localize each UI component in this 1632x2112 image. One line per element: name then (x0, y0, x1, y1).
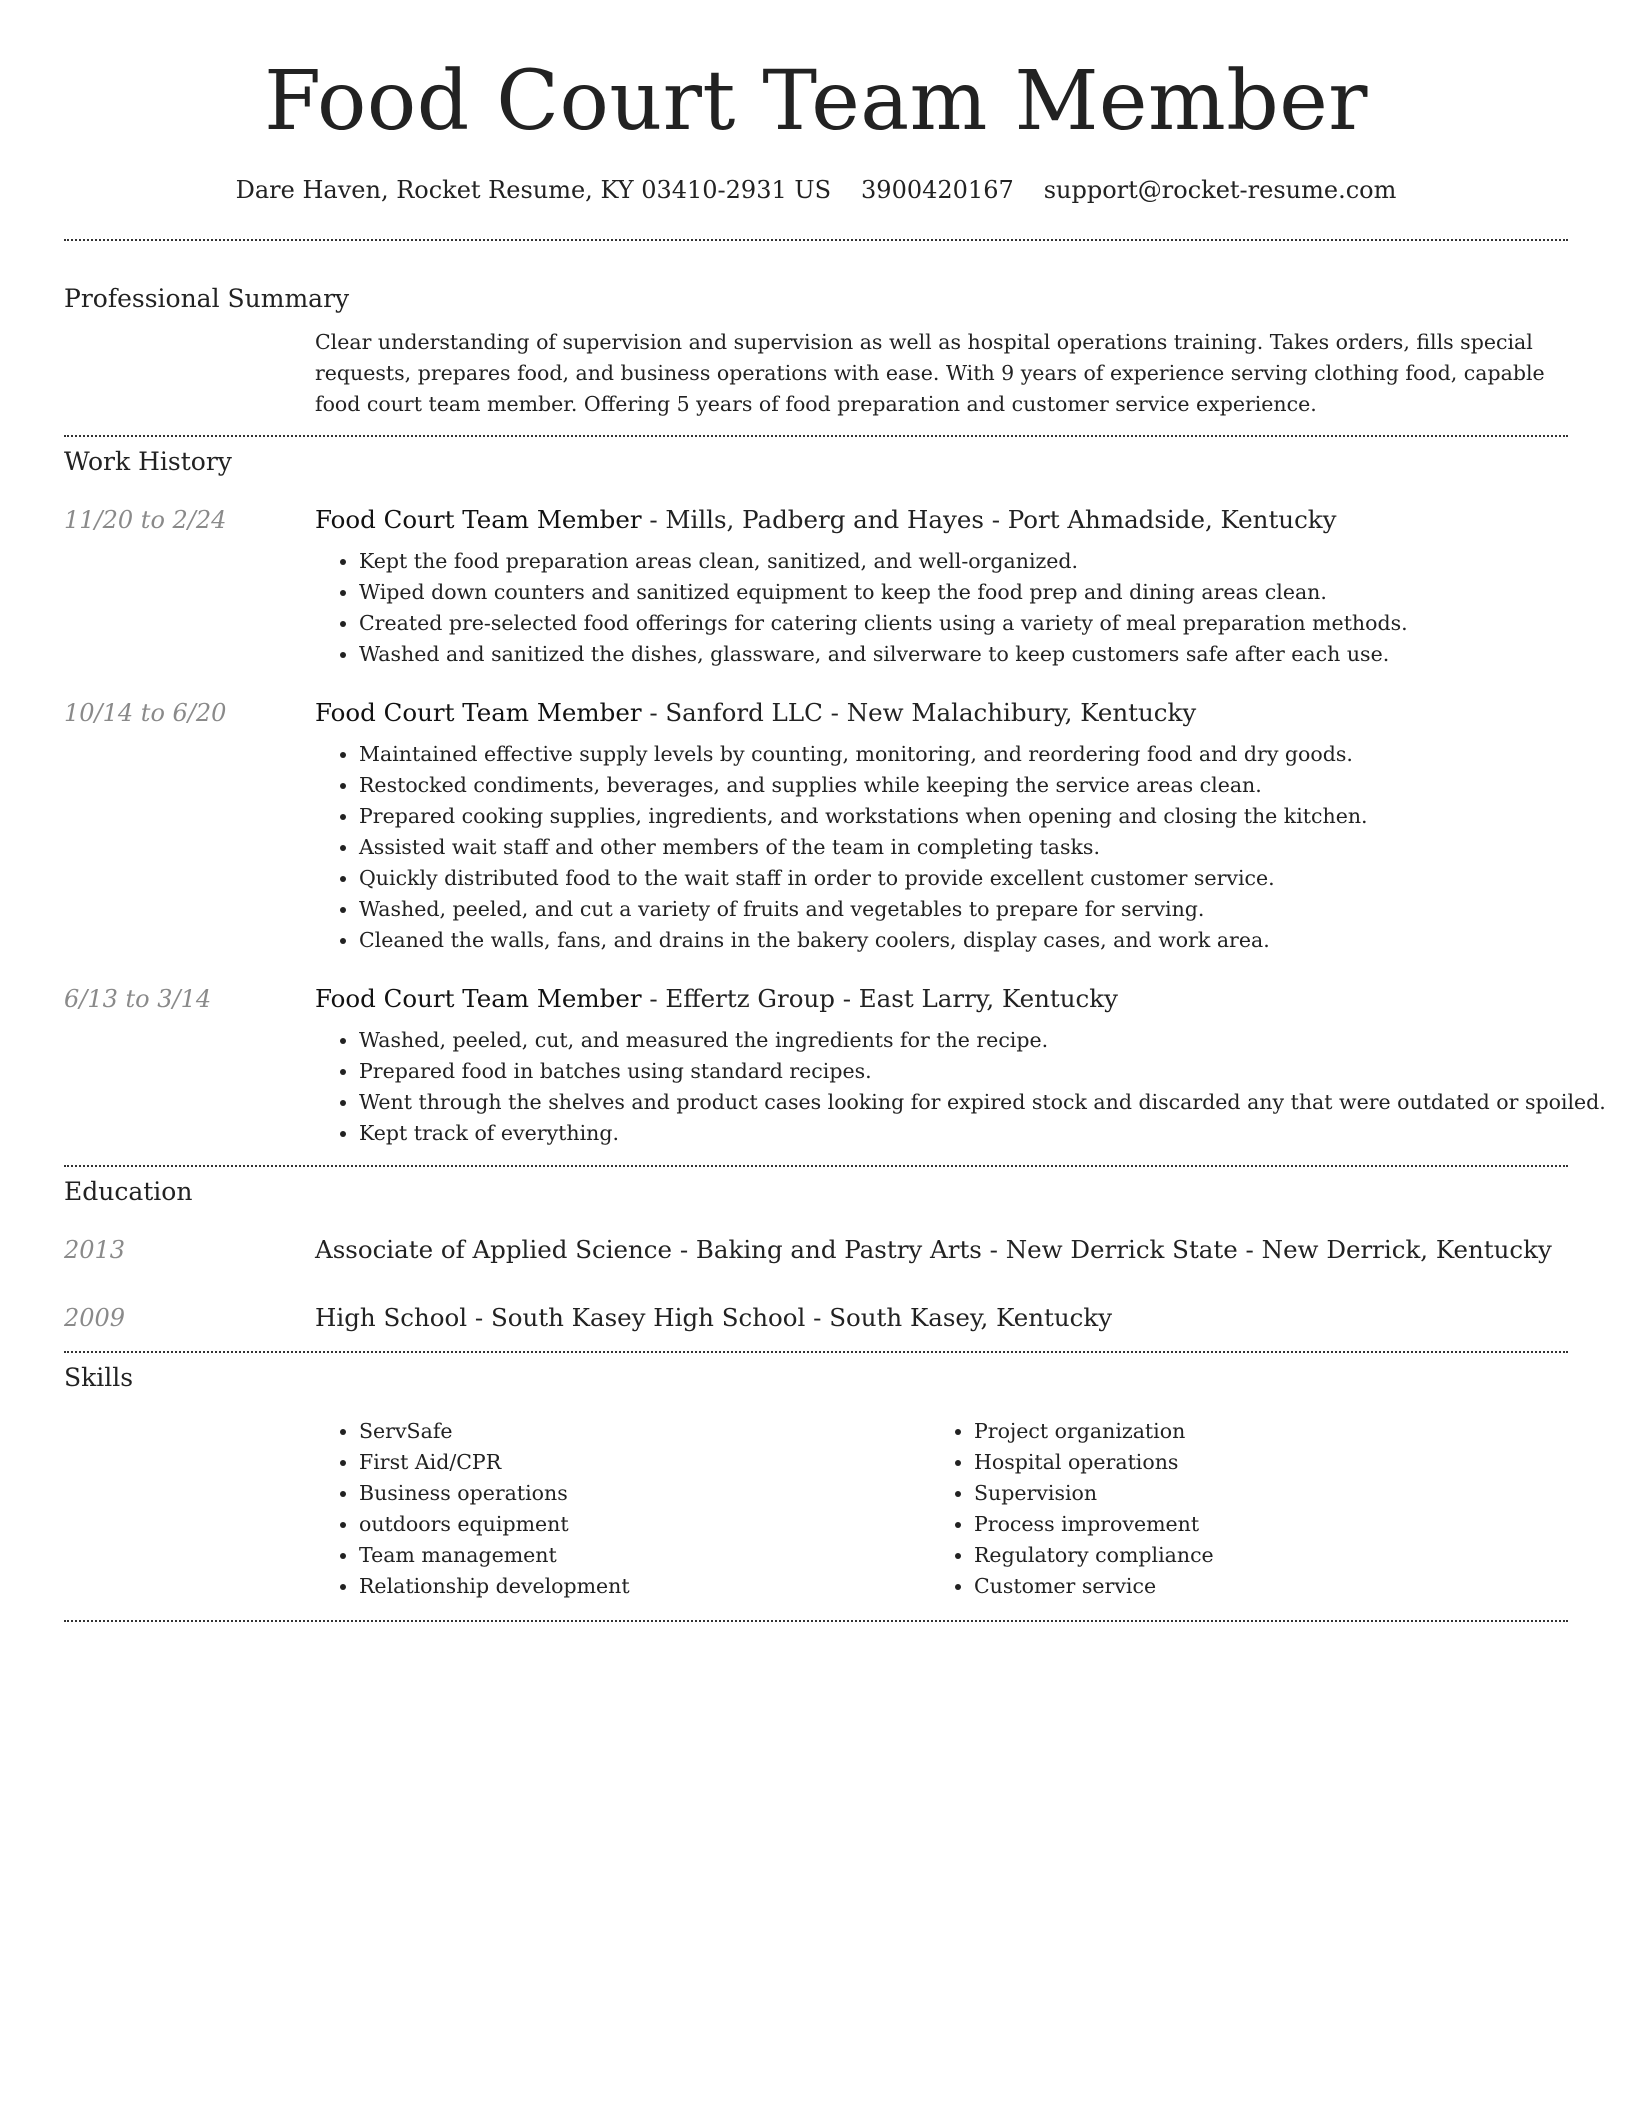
resume-page (64, 0, 1606, 1622)
education-heading: Associate of Applied Science - Baking and Pastry Arts - New Derrick State - New Derrick, Kentucky (315, 1235, 1552, 1264)
job-title: Food Court Team Member (315, 505, 642, 534)
section-title-skills: Skills (64, 1363, 134, 1392)
skill-item: • Business operations (359, 1478, 930, 1509)
job-bullet: • Went through the shelves and product cases looking for expired stock and discarded any that were outdated or spoiled. (359, 1087, 1568, 1118)
job-bullets (315, 1025, 1606, 1149)
job-bullet: • Quickly distributed food to the wait staff in order to provide excellent customer service. (359, 863, 1568, 894)
job-bullet: • Created pre-selected food offerings for catering clients using a variety of meal preparation methods. (359, 608, 1568, 639)
job-title: Food Court Team Member (315, 984, 642, 1013)
job-bullet: • Cleaned the walls, fans, and drains in the bakery coolers, display cases, and work area. (359, 925, 1568, 956)
section-title-summary: Professional Summary (64, 284, 350, 313)
job-bullet: • Wiped down counters and sanitized equipment to keep the food prep and dining areas clean. (359, 577, 1568, 608)
job-bullet: • Washed and sanitized the dishes, glassware, and silverware to keep customers safe after each use. (359, 639, 1568, 670)
job-title: Food Court Team Member (315, 698, 642, 727)
job-bullet: • Kept track of everything. (359, 1118, 1568, 1149)
education-year: 2013 (64, 1236, 126, 1264)
education-entry (64, 1302, 1568, 1334)
skills-section (64, 1362, 1568, 1602)
work-history-section (64, 446, 1606, 1149)
job-dates: 11/20 to 2/24 (64, 506, 227, 534)
job-bullet: • Prepared food in batches using standard recipes. (359, 1056, 1568, 1087)
education-section (64, 1176, 1568, 1334)
job-bullet: • Maintained effective supply levels by counting, monitoring, and reordering food and dry goods. (359, 739, 1568, 770)
divider (64, 435, 1568, 437)
job-entry (64, 504, 1568, 670)
education-degree: High School (315, 1303, 468, 1332)
job-entry (64, 697, 1568, 956)
education-year: 2009 (64, 1304, 126, 1332)
job-location: New Malachibury, Kentucky (846, 698, 1197, 727)
education-degree: Associate of Applied Science - Baking and Pastry Arts (315, 1235, 982, 1264)
job-dates: 10/14 to 6/20 (64, 699, 227, 727)
summary-section (64, 283, 1568, 420)
job-bullets (315, 739, 1568, 956)
skill-item: • Process improvement (974, 1509, 1574, 1540)
skills-list-right (930, 1416, 1574, 1602)
job-employer: Mills, Padberg and Hayes (665, 505, 984, 534)
contact-email: support@rocket-resume.com (1043, 176, 1397, 204)
job-bullet: • Restocked condiments, beverages, and supplies while keeping the service areas clean. (359, 770, 1568, 801)
skill-item: • Supervision (974, 1478, 1574, 1509)
section-title-education: Education (64, 1177, 193, 1206)
resume-name: Food Court Team Member (264, 54, 1368, 149)
job-heading: Food Court Team Member - Mills, Padberg and Hayes - Port Ahmadside, Kentucky (315, 505, 1337, 534)
skills-list-left (315, 1416, 930, 1602)
divider (64, 239, 1568, 241)
job-employer: Effertz Group (665, 984, 835, 1013)
education-heading: High School - South Kasey High School - South Kasey, Kentucky (315, 1303, 1113, 1332)
job-heading: Food Court Team Member - Effertz Group - East Larry, Kentucky (315, 984, 1118, 1013)
education-location: South Kasey, Kentucky (829, 1303, 1113, 1332)
job-location: East Larry, Kentucky (858, 984, 1118, 1013)
skill-item: • First Aid/CPR (359, 1447, 930, 1478)
education-entry (64, 1234, 1568, 1266)
education-school: New Derrick State (1005, 1235, 1238, 1264)
skill-item: • Team management (359, 1540, 930, 1571)
job-bullet: • Washed, peeled, cut, and measured the ingredients for the recipe. (359, 1025, 1568, 1056)
skill-item: • Hospital operations (974, 1447, 1574, 1478)
contact-phone: 3900420167 (861, 176, 1014, 204)
skill-item: • Relationship development (359, 1571, 930, 1602)
section-title-work-history: Work History (64, 447, 232, 476)
skill-item: • Regulatory compliance (974, 1540, 1574, 1571)
education-school: South Kasey High School (490, 1303, 806, 1332)
job-entry (64, 983, 1606, 1149)
summary-text: Clear understanding of supervision and supervision as well as hospital operations training. Takes orders, fills special requests, prepares food, and business operations with ease. With 9 years of experience serving clothing food, capable food court team member. Offering 5 years of food preparation and customer service experience. (315, 330, 1545, 416)
skill-item: • ServSafe (359, 1416, 930, 1447)
job-bullet: • Washed, peeled, and cut a variety of fruits and vegetables to prepare for serving. (359, 894, 1568, 925)
divider (64, 1351, 1568, 1353)
divider (64, 1620, 1568, 1622)
job-dates: 6/13 to 3/14 (64, 985, 212, 1013)
skill-item: • Customer service (974, 1571, 1574, 1602)
job-location: Port Ahmadside, Kentucky (1007, 505, 1337, 534)
job-bullet: • Prepared cooking supplies, ingredients, and workstations when opening and closing the kitchen. (359, 801, 1568, 832)
skill-item: • outdoors equipment (359, 1509, 930, 1540)
divider (64, 1165, 1568, 1167)
job-employer: Sanford LLC (665, 698, 823, 727)
job-bullet: • Assisted wait staff and other members of the team in completing tasks. (359, 832, 1568, 863)
education-location: New Derrick, Kentucky (1261, 1235, 1552, 1264)
job-heading: Food Court Team Member - Sanford LLC - New Malachibury, Kentucky (315, 698, 1197, 727)
job-bullet: • Kept the food preparation areas clean, sanitized, and well-organized. (359, 546, 1568, 577)
skill-item: • Project organization (974, 1416, 1574, 1447)
contact-line (64, 174, 1568, 206)
contact-address: Dare Haven, Rocket Resume, KY 03410-2931 US (235, 176, 832, 204)
job-bullets (315, 546, 1568, 670)
